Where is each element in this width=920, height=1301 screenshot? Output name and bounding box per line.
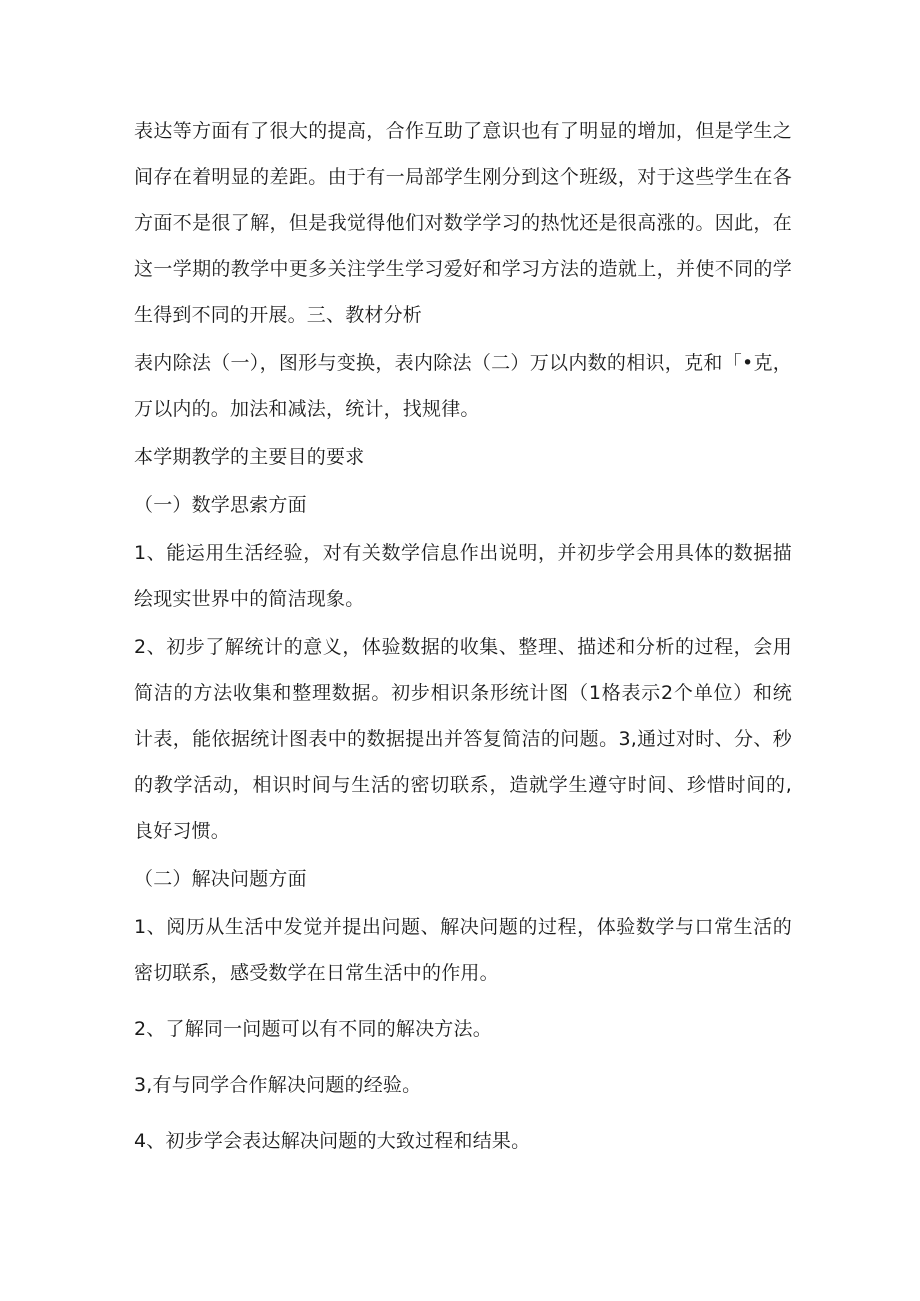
section-heading-goals: 本学期教学的主要目的要求 [134,446,365,468]
list-item-2: 2、初步了解统计的意义，体验数据的收集、整理、描述和分析的过程，会用简洁的方法收集和整理数据。初步相识条形统计图（1格表示2个单位）和统计表，能依据统计图表中的数据提出并答复简洁的问题。3,通过对时、分、秒的教学活动，相识时间与生活的密切联系，造就学生遵守时间、珍惜时间的,良好习惯。 [134,636,792,842]
document-body [134,108,792,1164]
paragraph-textbook-content: 表内除法（一），图形与变换，表内除法（二）万以内数的相识，克和「•克，万以内的。加法和减法，统计，找规律。 [134,352,792,420]
list-item-4-problem: 4、初步学会表达解决问题的大致过程和结果。 [134,1130,531,1152]
list-item-1-problem: 1、阅历从生活中发觉并提出问题、解决问题的过程，体验数学与口常生活的密切联系，感受数学在日常生活中的作用。 [134,916,792,984]
subsection-heading-math-thinking: （一）数学思索方面 [134,494,307,516]
list-item-2-problem: 2、了解同一问题可以有不同的解决方法。 [134,1018,492,1040]
list-item-3-problem: 3,有与同学合作解决问题的经验。 [134,1074,422,1096]
subsection-heading-problem-solving: （二）解决问题方面 [134,868,307,890]
list-item-1: 1、能运用生活经验，对有关数学信息作出说明，并初步学会用具体的数据描绘现实世界中的简洁现象。 [134,542,792,610]
paragraph-intro: 表达等方面有了很大的提高，合作互助了意识也有了明显的增加，但是学生之间存在着明显的差距。由于有一局部学生刚分到这个班级，对于这些学生在各方面不是很了解，但是我觉得他们对数学学习的热忱还是很高涨的。因此，在这一学期的教学中更多关注学生学习爱好和学习方法的造就上，并使不同的学生得到不同的开展。三、教材分析 [134,120,792,326]
